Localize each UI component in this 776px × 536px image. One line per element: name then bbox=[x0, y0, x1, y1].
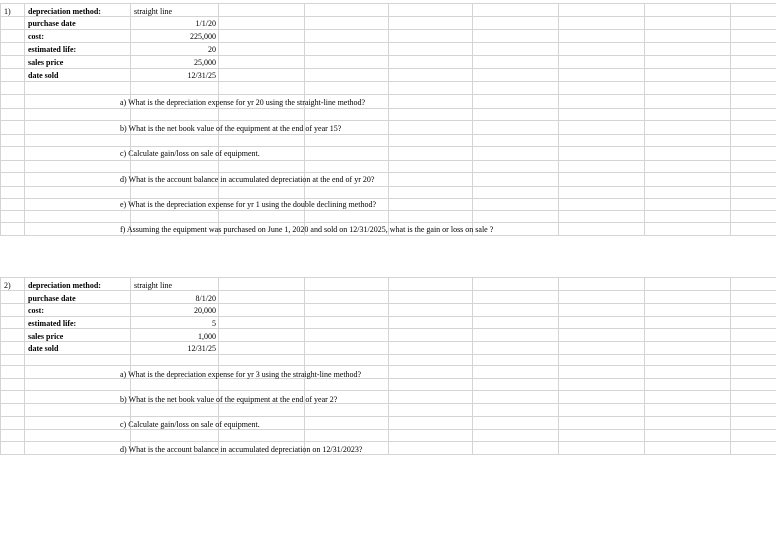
grid-col-line bbox=[304, 277, 305, 454]
p1-label-date-sold: date sold bbox=[28, 71, 59, 80]
p1-question-e: e) What is the depreciation expense for yr 1 using the double declining method? bbox=[120, 200, 376, 209]
grid-col-line bbox=[644, 277, 645, 454]
p2-label-purchase-date: purchase date bbox=[28, 294, 76, 303]
p1-label-method: depreciation method: bbox=[28, 7, 101, 16]
p1-date-sold-value: 12/31/25 bbox=[187, 71, 216, 80]
p1-label-sales-price: sales price bbox=[28, 58, 64, 67]
p1-purchase-date-value: 1/1/20 bbox=[195, 19, 216, 28]
grid-col-line bbox=[388, 3, 389, 235]
p1-question-b: b) What is the net book value of the equipment at the end of year 15? bbox=[120, 124, 342, 133]
p1-life-value: 20 bbox=[208, 45, 216, 54]
p2-label-method: depreciation method: bbox=[28, 281, 101, 290]
p2-label-date-sold: date sold bbox=[28, 344, 59, 353]
p1-question-c: c) Calculate gain/loss on sale of equipment. bbox=[120, 149, 260, 158]
p2-question-a: a) What is the depreciation expense for yr 3 using the straight-line method? bbox=[120, 370, 362, 379]
grid-col-line bbox=[472, 277, 473, 454]
grid-col-line bbox=[0, 3, 1, 235]
p2-question-d: d) What is the account balance in accumulated depreciation on 12/31/2023? bbox=[120, 445, 363, 454]
p2-sales-price-value: 1,000 bbox=[198, 332, 216, 341]
problem-1-number: 1) bbox=[4, 7, 11, 16]
p1-label-estimated-life: estimated life: bbox=[28, 45, 77, 54]
p2-date-sold-value: 12/31/25 bbox=[187, 344, 216, 353]
grid-col-line bbox=[558, 3, 559, 235]
grid-col-line bbox=[388, 277, 389, 454]
p1-label-cost: cost: bbox=[28, 32, 44, 41]
grid-col-line bbox=[24, 277, 25, 454]
p1-label-purchase-date: purchase date bbox=[28, 19, 76, 28]
p2-life-value: 5 bbox=[212, 319, 216, 328]
p2-cost-value: 20,000 bbox=[194, 306, 216, 315]
p1-question-f: f) Assuming the equipment was purchased on June 1, 2020 and sold on 12/31/2025, what is the gain or loss on sale ? bbox=[120, 225, 494, 234]
p2-label-estimated-life: estimated life: bbox=[28, 319, 77, 328]
p2-label-sales-price: sales price bbox=[28, 332, 64, 341]
grid-col-line bbox=[730, 3, 731, 235]
grid-col-line bbox=[24, 3, 25, 235]
grid-col-line bbox=[558, 277, 559, 454]
p2-question-b: b) What is the net book value of the equipment at the end of year 2? bbox=[120, 395, 338, 404]
p1-cost-value: 225,000 bbox=[190, 32, 216, 41]
p1-question-a: a) What is the depreciation expense for yr 20 using the straight-line method? bbox=[120, 98, 366, 107]
grid-row-line bbox=[0, 454, 776, 455]
p1-sales-price-value: 25,000 bbox=[194, 58, 216, 67]
p2-question-c: c) Calculate gain/loss on sale of equipment. bbox=[120, 420, 260, 429]
p2-purchase-date-value: 8/1/20 bbox=[195, 294, 216, 303]
grid-col-line bbox=[472, 3, 473, 235]
grid-col-line bbox=[0, 277, 1, 454]
grid-col-line bbox=[644, 3, 645, 235]
grid-col-line bbox=[730, 277, 731, 454]
p2-label-cost: cost: bbox=[28, 306, 44, 315]
p1-question-d: d) What is the account balance in accumulated depreciation at the end of yr 20? bbox=[120, 175, 375, 184]
p2-method-value: straight line bbox=[134, 281, 172, 290]
p1-method-value: straight line bbox=[134, 7, 172, 16]
problem-2-number: 2) bbox=[4, 281, 11, 290]
